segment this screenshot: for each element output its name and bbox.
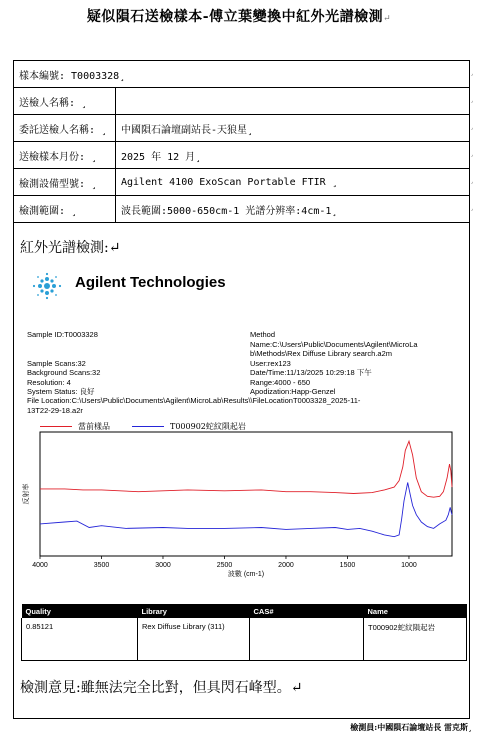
table-row [14, 88, 470, 115]
info-label: 送檢人名稱: ¸ [14, 88, 116, 115]
table-cell: 0.85121 [22, 618, 138, 661]
info-value: Agilent 4100 ExoScan Portable FTIR ¸ [116, 169, 470, 196]
x-tick-label: 1000 [401, 562, 417, 569]
info-value: 2025 年 12 月¸ [116, 142, 470, 169]
date-time: Date/Time:11/13/2025 10:29:18 下午 [250, 368, 372, 377]
y-axis-label: 反射率 [22, 483, 30, 505]
column-header: Name [364, 604, 467, 618]
resolution: Resolution: 4 [27, 377, 71, 387]
table-cell [250, 618, 364, 661]
paragraph-mark: ↵ [383, 14, 392, 24]
table-row [14, 142, 470, 169]
table-header-row [22, 604, 467, 618]
section-title: 紅外光譜檢測:↵ [20, 240, 121, 256]
method-label: Method [250, 330, 276, 339]
x-tick-label: 2000 [278, 562, 294, 569]
background-scans: Background Scans:32 [27, 368, 101, 377]
cell-end-mark: ¸ [470, 148, 474, 157]
info-label: 檢測設備型號: ¸ [14, 169, 116, 196]
library-match-table [21, 604, 467, 661]
info-value: 中國隕石論壇副站長-天狼星¸ [116, 115, 470, 142]
file-location: File Location:C:\Users\Public\Documents\Agilent\MicroLab\Results\\FileLocationT0003328_2025-11- 13T22-29-18.a2r [27, 396, 361, 415]
cell-end-mark: ¸ [470, 67, 474, 76]
x-tick-label: 3000 [155, 562, 171, 569]
cell-end-mark: ¸ [470, 202, 474, 211]
legend-swatch-reference [132, 426, 164, 427]
info-label: 檢測範圍: ¸ [14, 196, 116, 223]
range: Range:4000 - 650 [250, 377, 311, 387]
ftir-spectrum-chart [18, 428, 460, 578]
page-title: 疑似隕石送檢樣本-傅立葉變換中紅外光譜檢測↵ [86, 9, 392, 25]
sample-scans: Sample Scans:32 [27, 358, 86, 368]
legend-label-current: 當前樣品 [78, 422, 110, 431]
sample-meta-left [27, 330, 100, 397]
sample-id: Sample ID:T0003328 [27, 330, 98, 339]
x-tick-label: 3500 [93, 562, 110, 569]
cell-end-mark: ¸ [470, 94, 474, 103]
method-name: Name:C:\Users\Public\Documents\Agilent\MicroLa [250, 339, 418, 349]
signature: 檢測員:中國隕石論壇站長 雷克斯¸ [350, 722, 472, 732]
conclusion-text: 檢測意見:雖無法完全比對，但具閃石峰型。↵ [20, 680, 303, 696]
method-meta-right: Method Name:C:\Users\Public\Documents\Agilent\MicroLa b\Methods\Rex Diffuse Library search.a2m User:rex123 Date/Time:11/13/2025 10:29:18 下午 Range:4000 - 650 Apodization:Happ-Genzel [250, 330, 418, 396]
legend-label-reference: T000902蛇紋隕起岩 [170, 422, 246, 431]
sample-info-table [13, 60, 470, 223]
column-header: CAS# [250, 604, 364, 618]
table-row [22, 618, 467, 661]
info-label: 送檢樣本月份: ¸ [14, 142, 116, 169]
vendor-name: Agilent Technologies [75, 274, 226, 291]
table-cell: Rex Diffuse Library (311) [138, 618, 250, 661]
cell-end-mark: ¸ [470, 121, 474, 130]
info-label: 委託送檢人名稱: ¸ [14, 115, 116, 142]
x-tick-label: 2500 [216, 562, 233, 569]
info-value: 波長範圍:5000-650cm-1 光譜分辨率:4cm-1¸ [116, 196, 470, 223]
series-line-0 [40, 441, 452, 497]
table-row [14, 61, 470, 88]
x-tick-label: 1500 [339, 562, 356, 569]
agilent-spark-logo-icon [30, 272, 64, 300]
table-row [14, 169, 470, 196]
x-tick-label: 4000 [32, 562, 48, 569]
table-row [14, 115, 470, 142]
sample-id-cell: 樣本編號: T0003328¸ [14, 61, 470, 88]
column-header: Library [138, 604, 250, 618]
info-value [116, 88, 470, 115]
plot-frame [40, 432, 452, 556]
table-cell: T000902蛇紋隕起岩 [364, 618, 467, 661]
legend-swatch-current [40, 426, 72, 427]
system-status: System Status: 良好 [27, 387, 95, 396]
column-header: Quality [22, 604, 138, 618]
user: User:rex123 [250, 358, 291, 368]
cell-end-mark: ¸ [470, 175, 474, 184]
apodization: Apodization:Happ-Genzel [250, 387, 336, 396]
x-axis-label: 波數 (cm-1) [227, 571, 265, 578]
table-row [14, 196, 470, 223]
